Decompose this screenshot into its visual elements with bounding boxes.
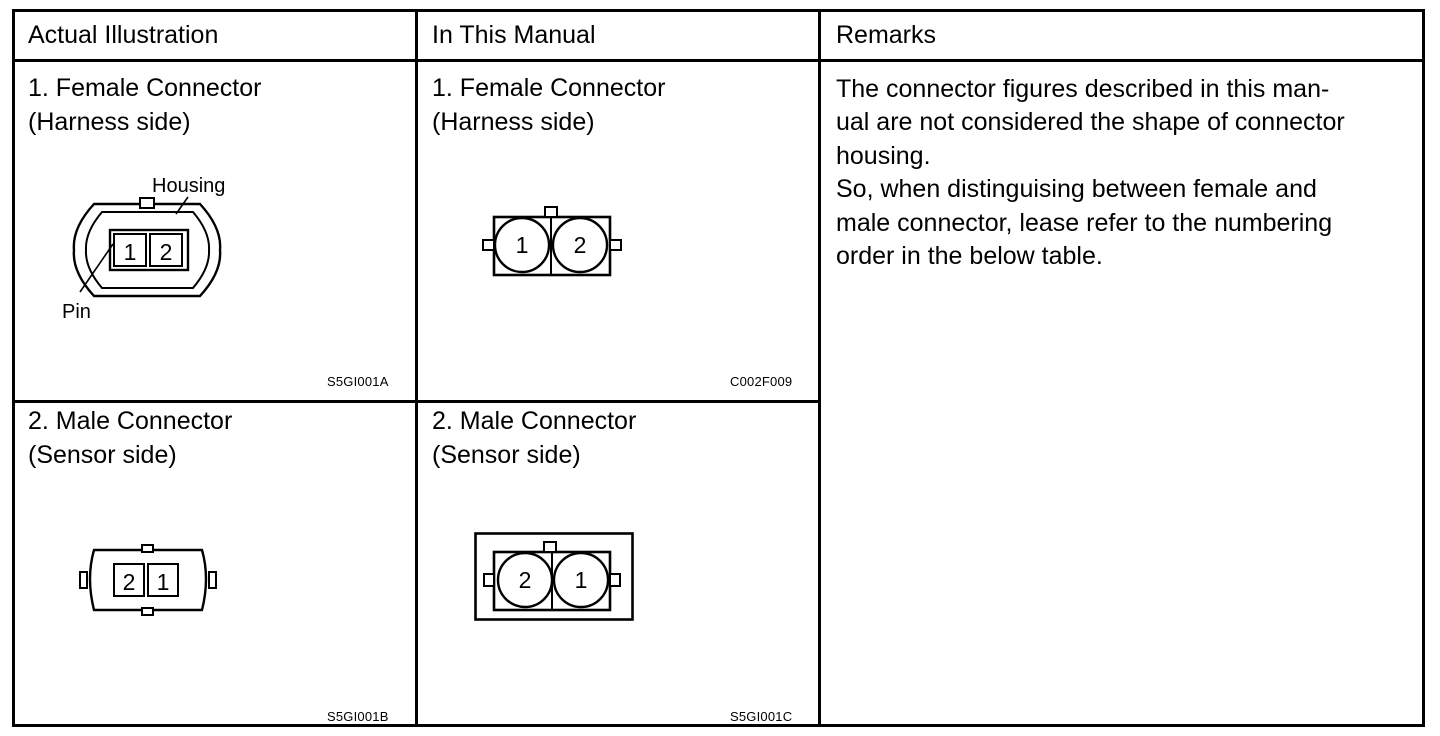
remarks-line: So, when distinguising between female and [836,175,1317,204]
remarks-line: male connector, lease refer to the numbering [836,208,1333,237]
column-divider-1 [415,9,418,727]
male-manual-pin-1: 1 [574,567,588,593]
female-actual-pin-2: 2 [159,239,173,265]
header-in-this-manual: In This Manual [432,21,596,49]
remarks-line: order in the below table. [836,242,1103,271]
remarks-line: The connector figures described in this man- [836,75,1330,103]
remarks-line: housing. [836,141,931,170]
female-actual-figure-code: S5GI001A [327,374,389,389]
female-actual-title: 1. Female Connector [28,74,262,102]
male-actual-pin-1: 1 [156,569,170,595]
female-actual-subtitle: (Harness side) [28,108,191,136]
male-actual-title: 2. Male Connector [28,407,233,435]
female-actual-pin-1: 1 [123,239,137,265]
header-remarks: Remarks [836,21,937,49]
column-divider-2 [818,9,821,727]
male-actual-figure-code: S5GI001B [327,709,389,724]
remarks-line: ual are not considered the shape of connector [836,108,1345,137]
male-manual-title: 2. Male Connector [432,407,637,435]
female-manual-connector-figure [480,200,620,280]
female-manual-pin-1: 1 [515,232,529,258]
remarks-text [836,73,1421,273]
female-manual-figure-code: C002F009 [730,374,793,389]
header-actual-illustration: Actual Illustration [28,21,219,49]
male-actual-connector-figure [80,540,220,620]
housing-label: Housing [152,175,226,197]
male-manual-subtitle: (Sensor side) [432,441,581,469]
row-divider [12,400,821,403]
header-divider [12,59,1425,62]
female-manual-subtitle: (Harness side) [432,108,595,136]
female-manual-title: 1. Female Connector [432,74,666,102]
female-manual-pin-2: 2 [573,232,587,258]
male-manual-pin-2: 2 [518,567,532,593]
male-actual-pin-2: 2 [122,569,136,595]
male-manual-figure-code: S5GI001C [730,709,793,724]
male-manual-connector-figure [474,532,636,622]
pin-label: Pin [62,301,91,323]
male-actual-subtitle: (Sensor side) [28,441,177,469]
